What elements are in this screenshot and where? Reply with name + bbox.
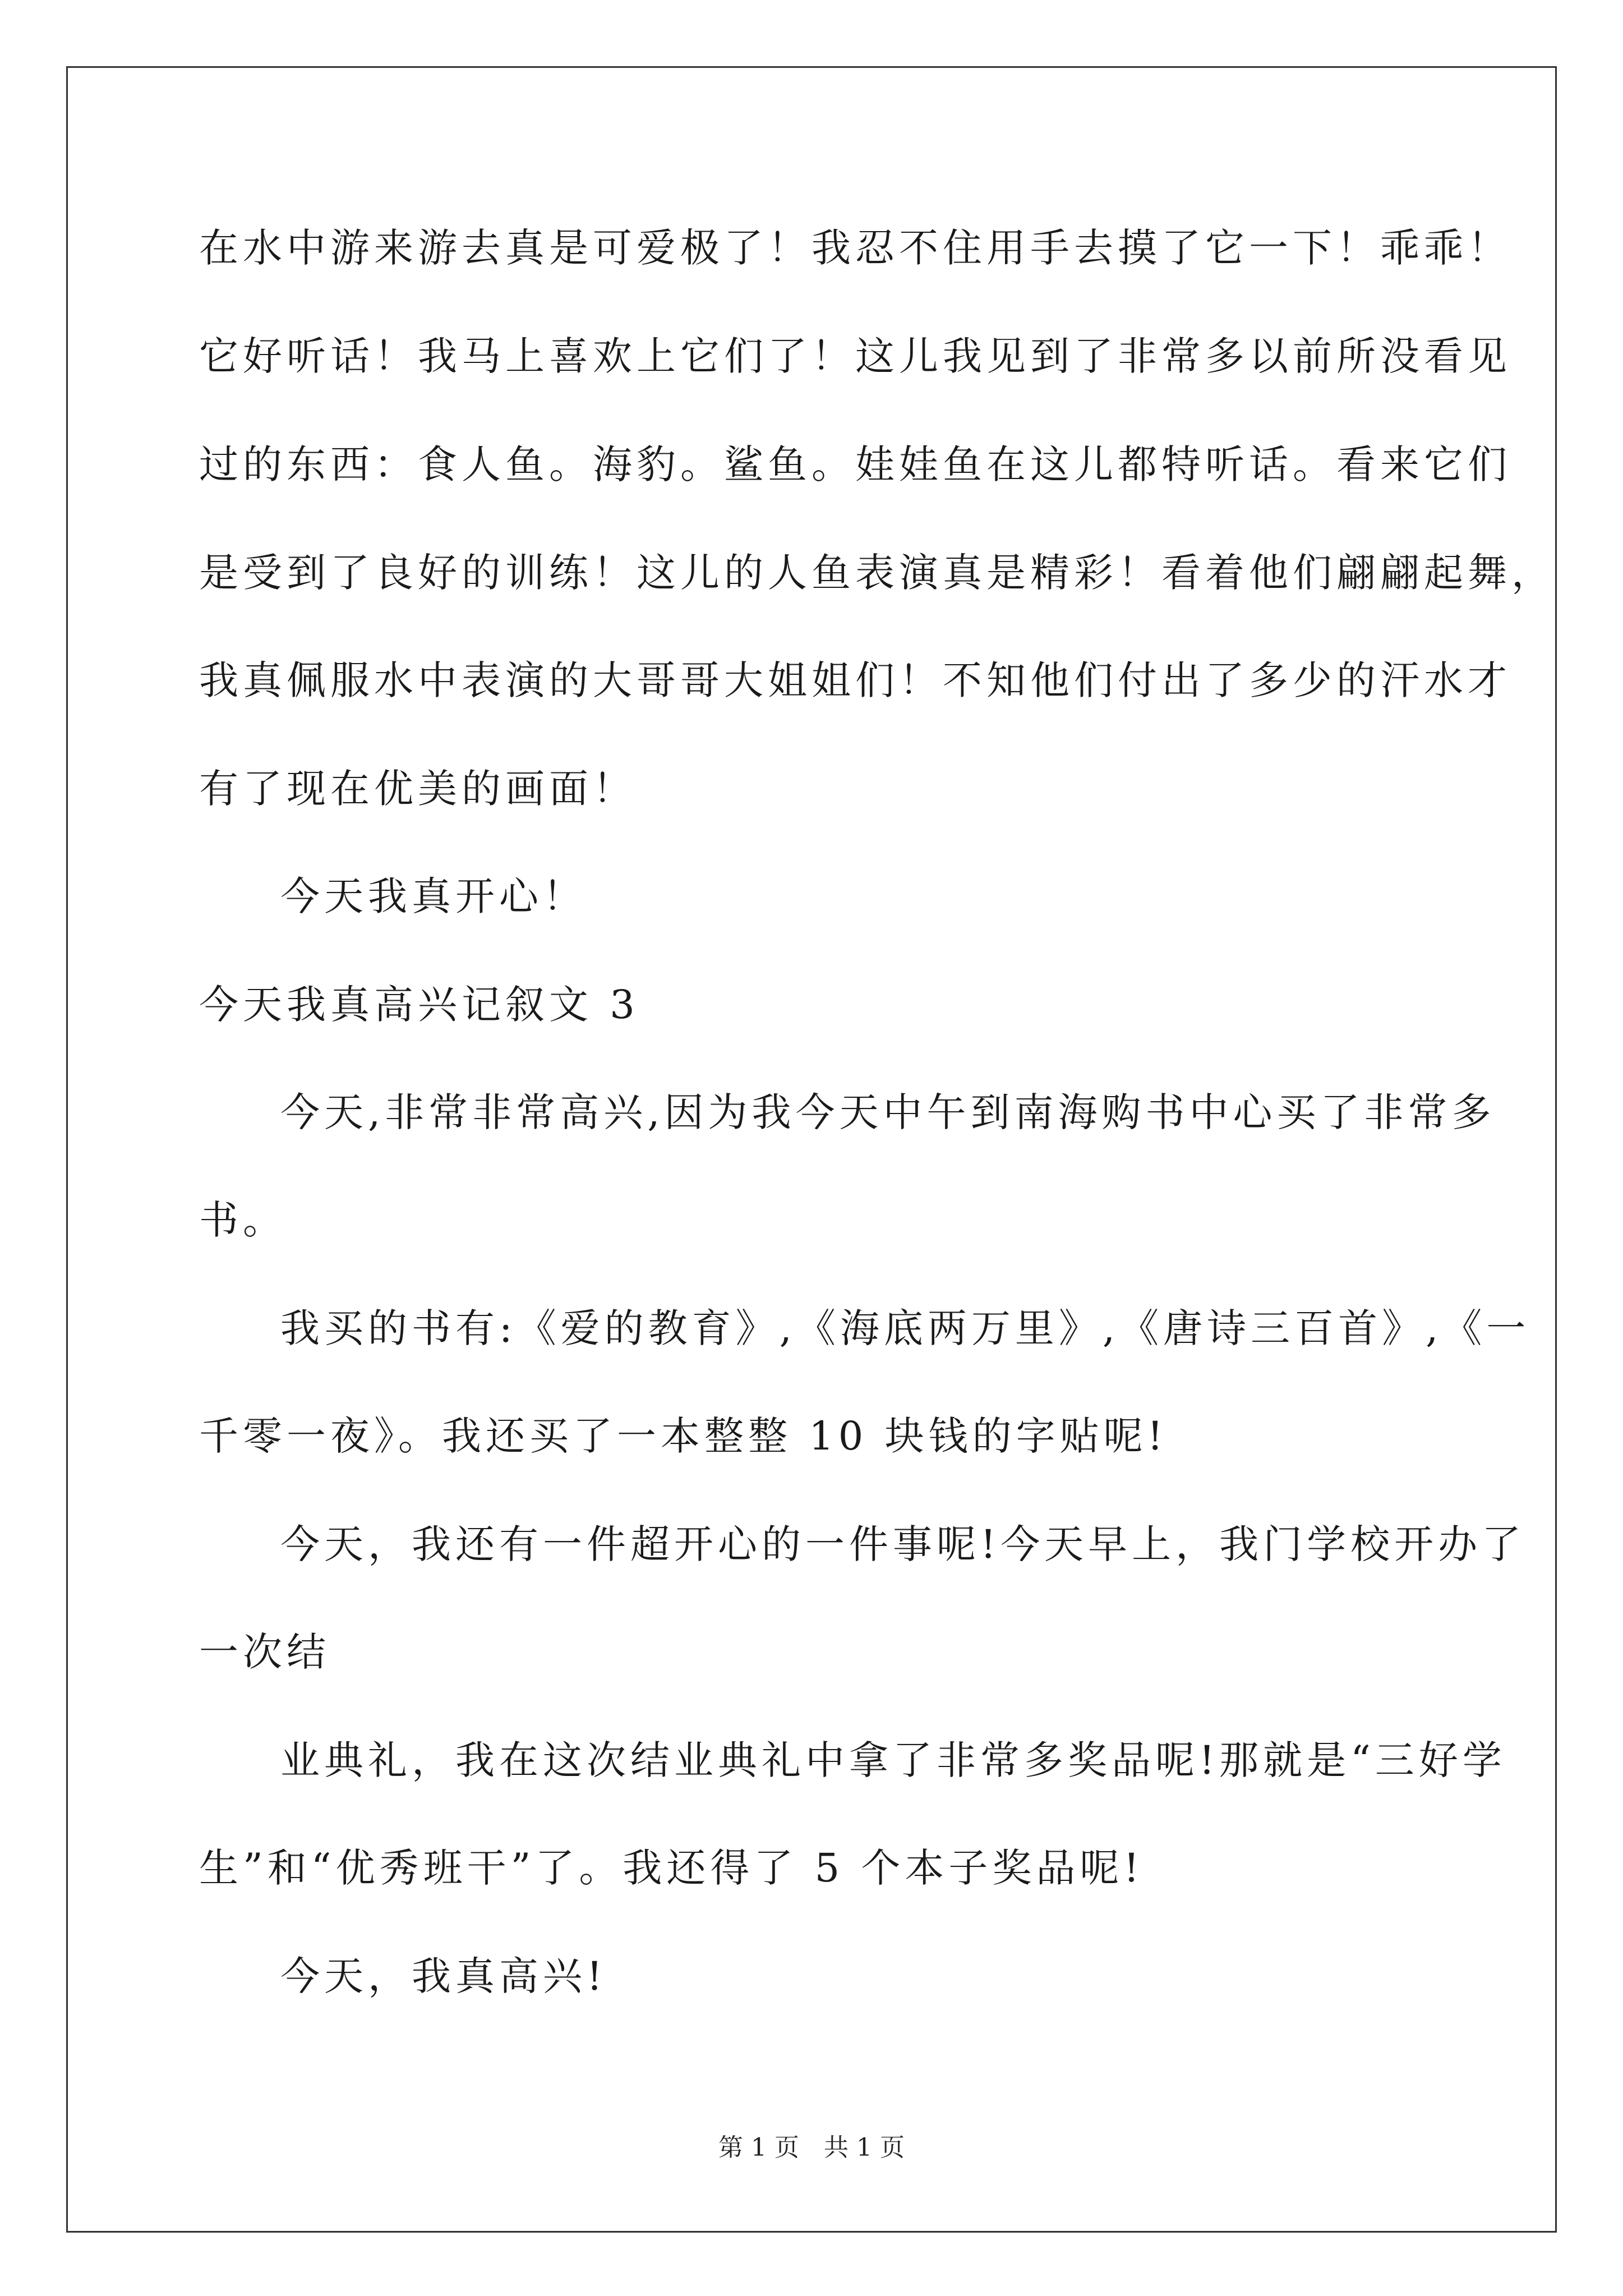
page-number: 第 1 页 共 1 页 xyxy=(718,2133,905,2162)
text-line-16: 生”和“优秀班干”了。我还得了 5 个本子奖品呢! xyxy=(199,1845,1144,1891)
text-line-1: 在水中游来游去真是可爱极了！我忍不住用手去摸了它一下！乖乖！ xyxy=(199,225,1511,271)
text-line-12: 千零一夜》。我还买了一本整整 10 块钱的字贴呢! xyxy=(199,1413,1168,1459)
text-line-17: 今天，我真高兴! xyxy=(280,1953,607,1999)
text-line-13: 今天，我还有一件超开心的一件事呢!今天早上，我门学校开办了 xyxy=(280,1521,1526,1567)
text-line-10: 书。 xyxy=(199,1197,287,1243)
text-line-3: 过的东西：食人鱼。海豹。鲨鱼。娃娃鱼在这儿都特听话。看来它们 xyxy=(199,441,1511,487)
text-line-6: 有了现在优美的画面！ xyxy=(199,766,637,812)
text-line-11: 我买的书有:《爱的教育》,《海底两万里》,《唐诗三百首》,《一 xyxy=(280,1305,1530,1351)
page-border xyxy=(66,66,1557,2233)
text-line-15: 业典礼，我在这次结业典礼中拿了非常多奖品呢!那就是“三好学 xyxy=(280,1737,1506,1783)
text-line-5: 我真佩服水中表演的大哥哥大姐姐们！不知他们付出了多少的汗水才 xyxy=(199,657,1511,703)
text-line-14: 一次结 xyxy=(199,1629,330,1675)
text-line-7: 今天我真开心！ xyxy=(280,873,587,919)
text-line-9: 今天,非常非常高兴,因为我今天中午到南海购书中心买了非常多 xyxy=(280,1089,1496,1135)
section-heading: 今天我真高兴记叙文 3 xyxy=(199,982,639,1028)
text-line-2: 它好听话！我马上喜欢上它们了！这儿我见到了非常多以前所没看见 xyxy=(199,333,1511,379)
text-line-4: 是受到了良好的训练！这儿的人鱼表演真是精彩！看着他们翩翩起舞， xyxy=(199,550,1555,596)
